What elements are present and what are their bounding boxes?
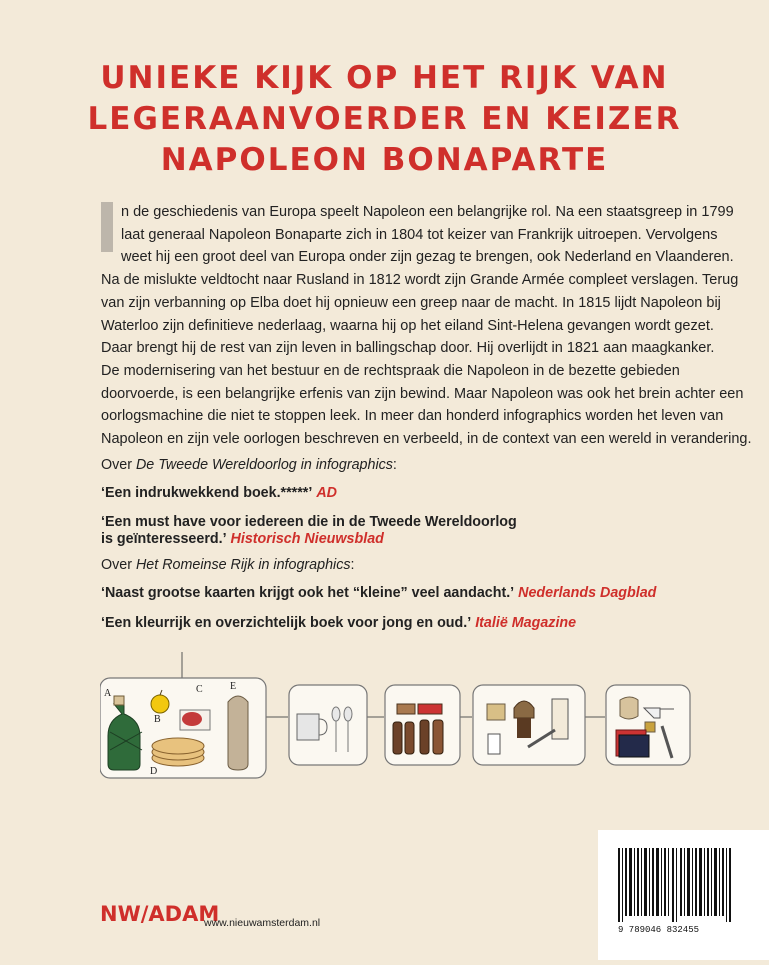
intro-line: Napoleon en zijn vele oorlogen beschreven en verbeeld, in de context van een wereld in verandering. (101, 431, 752, 448)
infographic-illustration (100, 652, 695, 782)
intro-line: Waterloo zijn definitieve nederlaag, waarna hij op het eiland Sint-Helena gevangen wordt gezet. (101, 317, 714, 334)
review-quote-2b (101, 531, 384, 547)
label-e: E (230, 681, 237, 692)
barcode-digits: 9 789046 832455 (618, 925, 700, 935)
label-c: C (196, 684, 203, 695)
intro-text (101, 201, 752, 451)
barcode (598, 830, 769, 960)
review-book-title: Het Romeinse Rijk in infographics (135, 557, 351, 573)
title (0, 58, 769, 181)
quote-source: Italië Magazine (475, 615, 577, 631)
label-a: A (104, 688, 112, 699)
intro-line: doorvoerde, is een belangrijke erfenis van zijn bewind. Maar Napoleon was ook het brein achter een (101, 385, 744, 402)
title-line-3: NAPOLEON BONAPARTE (160, 142, 609, 178)
barcode-graphic (598, 830, 769, 960)
intro-line: Daar brengt hij de rest van zijn leven in ballingschap door. Hij overlijdt in 1821 aan maagkanker. (101, 340, 715, 357)
quote-source: Nederlands Dagblad (518, 585, 657, 601)
intro-line: laat generaal Napoleon Bonaparte zich in 1804 tot keizer van Frankrijk uitroepen. Vervolgens (121, 226, 718, 243)
intro-line: oorlogsmachine die niet te stoppen leek. In meer dan honderd infographics worden het leven van (101, 408, 724, 425)
title-line-1: UNIEKE KIJK OP HET RIJK VAN (100, 60, 669, 96)
review-quote-1 (101, 485, 337, 501)
review-heading-suffix: : (392, 457, 397, 473)
intro-line: weet hij een groot deel van Europa onder zijn gezag te brengen, ook Nederland en Vlaanderen. (121, 249, 734, 266)
intro-line: van zijn verbanning op Elba doet hij opnieuw een greep naar de macht. In 1815 lijdt Napoleon bij (101, 294, 721, 311)
review-heading-2 (101, 557, 355, 573)
sack-icon (228, 696, 248, 770)
review-heading-suffix: : (350, 557, 355, 573)
quote-text: is geïnteresseerd.’ (101, 531, 227, 547)
bread-icon (152, 738, 204, 766)
review-heading-prefix: Over (101, 457, 136, 473)
label-b: B (154, 714, 161, 725)
quote-source: AD (316, 485, 337, 501)
quote-text: ‘Een kleurrijk en overzichtelijk boek voor jong en oud.’ (101, 615, 472, 631)
quote-text: ‘Een must have voor iedereen die in de Tweede Wereldoorlog (101, 514, 517, 530)
quote-source: Historisch Nieuwsblad (230, 531, 384, 547)
review-quote-4 (101, 615, 576, 631)
review-heading-prefix: Over (101, 557, 136, 573)
title-line-2: LEGERAANVOERDER EN KEIZER (87, 101, 682, 137)
publisher-logo: NW/ADAM (100, 902, 220, 926)
intro-line: De modernisering van het bestuur en de rechtspraak die Napoleon in de bezette gebieden (101, 362, 680, 379)
quote-text: ‘Een indrukwekkend boek.*****’ (101, 485, 313, 501)
review-book-title: De Tweede Wereldoorlog in infographics (135, 457, 393, 473)
intro-line: n de geschiedenis van Europa speelt Napoleon een belangrijke rol. Na een staatsgreep in 1799 (121, 204, 734, 220)
intro-line: Na de mislukte veldtocht naar Rusland in 1812 wordt zijn Grande Armée compleet verslagen. Terug (101, 272, 739, 289)
review-heading-1 (101, 457, 397, 473)
review-quote-3 (101, 585, 656, 601)
review-quote-2 (101, 514, 517, 530)
quote-text: ‘Naast grootse kaarten krijgt ook het “kleine” veel aandacht.’ (101, 585, 515, 601)
publisher-url[interactable]: www.nieuwamsterdam.nl (204, 917, 321, 929)
meat-icon (180, 710, 210, 730)
label-d: D (150, 766, 158, 777)
